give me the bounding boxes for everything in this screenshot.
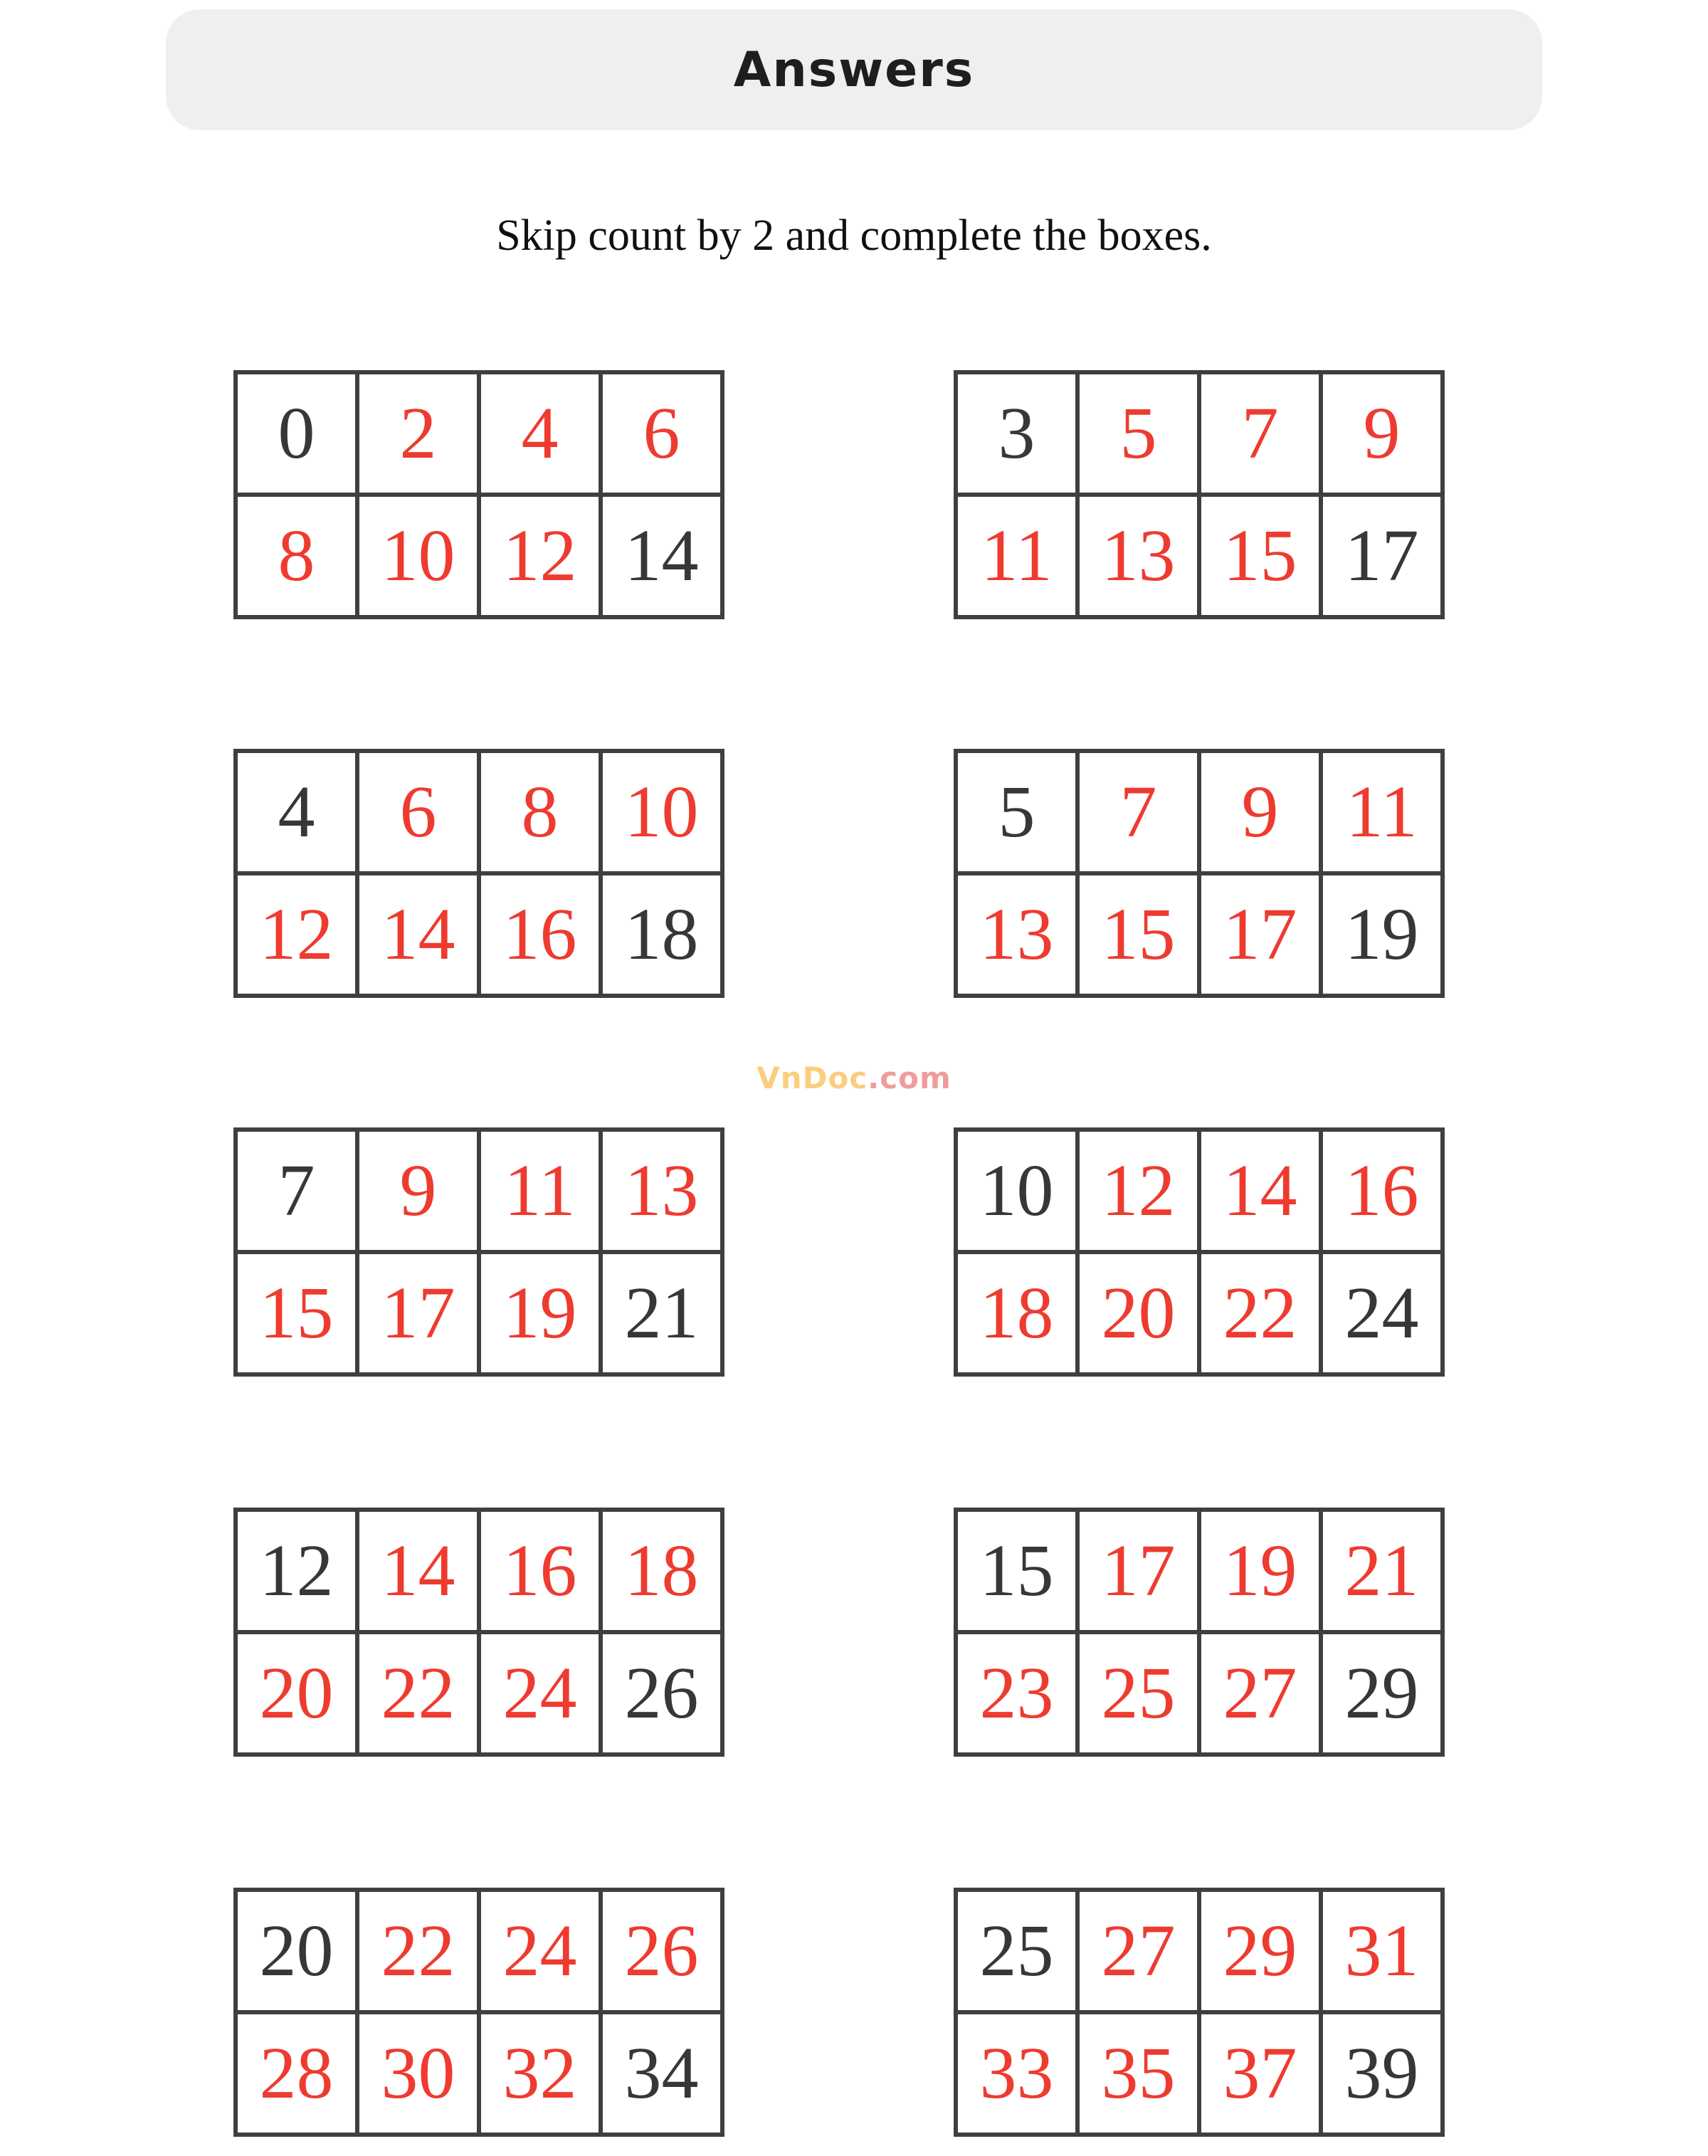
grid-row-top xyxy=(956,1510,1443,1632)
given-number-cell: 7 xyxy=(236,1130,357,1252)
answer-number-cell: 10 xyxy=(357,495,479,617)
given-number-cell: 0 xyxy=(236,372,357,495)
answer-number-cell: 13 xyxy=(956,873,1077,996)
given-number-cell: 3 xyxy=(956,372,1077,495)
answer-number-cell: 12 xyxy=(479,495,601,617)
answer-number-cell: 6 xyxy=(601,372,722,495)
answer-number-cell: 11 xyxy=(956,495,1077,617)
skip-count-grid xyxy=(233,1127,724,1377)
answer-number-cell: 32 xyxy=(479,2012,601,2135)
answer-number-cell: 14 xyxy=(357,1510,479,1632)
answer-number-cell: 13 xyxy=(601,1130,722,1252)
answer-number-cell: 25 xyxy=(1077,1632,1199,1755)
grid-row-bottom xyxy=(956,1252,1443,1374)
answer-number-cell: 9 xyxy=(1199,751,1321,873)
given-number-cell: 17 xyxy=(1321,495,1443,617)
grid-row-top xyxy=(956,1130,1443,1252)
answer-number-cell: 30 xyxy=(357,2012,479,2135)
given-number-cell: 15 xyxy=(956,1510,1077,1632)
page-title: Answers xyxy=(733,41,975,98)
answer-number-cell: 24 xyxy=(479,1890,601,2012)
given-number-cell: 21 xyxy=(601,1252,722,1374)
answer-number-cell: 16 xyxy=(479,873,601,996)
grid-row-top xyxy=(236,1510,722,1632)
given-number-cell: 10 xyxy=(956,1130,1077,1252)
answer-number-cell: 26 xyxy=(601,1890,722,2012)
skip-count-grid xyxy=(954,370,1445,619)
skip-count-grid xyxy=(954,1127,1445,1377)
grid-row-top xyxy=(956,372,1443,495)
grid-row-bottom xyxy=(236,1252,722,1374)
grid-row-bottom xyxy=(236,873,722,996)
answer-number-cell: 10 xyxy=(601,751,722,873)
given-number-cell: 24 xyxy=(1321,1252,1443,1374)
skip-count-grid xyxy=(233,1508,724,1757)
answer-number-cell: 15 xyxy=(1199,495,1321,617)
answer-number-cell: 6 xyxy=(357,751,479,873)
watermark xyxy=(0,1061,1708,1095)
grid-row-bottom xyxy=(236,2012,722,2135)
answer-number-cell: 28 xyxy=(236,2012,357,2135)
answer-number-cell: 37 xyxy=(1199,2012,1321,2135)
skip-count-grid xyxy=(954,749,1445,998)
grid-row-bottom xyxy=(236,495,722,617)
grid-row-top xyxy=(236,751,722,873)
answer-number-cell: 17 xyxy=(357,1252,479,1374)
answer-number-cell: 11 xyxy=(479,1130,601,1252)
answer-number-cell: 16 xyxy=(1321,1130,1443,1252)
grid-row-bottom xyxy=(956,873,1443,996)
answer-number-cell: 23 xyxy=(956,1632,1077,1755)
answer-number-cell: 29 xyxy=(1199,1890,1321,2012)
answer-number-cell: 20 xyxy=(236,1632,357,1755)
skip-count-grid xyxy=(233,1888,724,2137)
answer-number-cell: 16 xyxy=(479,1510,601,1632)
skip-count-grid xyxy=(233,370,724,619)
watermark-brand-text: VnDoc xyxy=(757,1061,868,1095)
answer-number-cell: 20 xyxy=(1077,1252,1199,1374)
answer-number-cell: 12 xyxy=(236,873,357,996)
answer-number-cell: 35 xyxy=(1077,2012,1199,2135)
given-number-cell: 29 xyxy=(1321,1632,1443,1755)
grid-row-bottom xyxy=(236,1632,722,1755)
answer-number-cell: 17 xyxy=(1077,1510,1199,1632)
answer-number-cell: 21 xyxy=(1321,1510,1443,1632)
skip-count-grid xyxy=(954,1888,1445,2137)
given-number-cell: 34 xyxy=(601,2012,722,2135)
answer-number-cell: 18 xyxy=(601,1510,722,1632)
answer-number-cell: 14 xyxy=(357,873,479,996)
answer-number-cell: 15 xyxy=(1077,873,1199,996)
answer-number-cell: 9 xyxy=(357,1130,479,1252)
grid-row-top xyxy=(236,1130,722,1252)
skip-count-grid xyxy=(233,749,724,998)
answer-number-cell: 27 xyxy=(1199,1632,1321,1755)
answer-number-cell: 19 xyxy=(479,1252,601,1374)
grid-row-top xyxy=(956,751,1443,873)
watermark-suffix-text: .com xyxy=(868,1061,951,1095)
grid-row-bottom xyxy=(956,2012,1443,2135)
answer-number-cell: 15 xyxy=(236,1252,357,1374)
instruction-text: Skip count by 2 and complete the boxes. xyxy=(496,211,1212,260)
answer-number-cell: 9 xyxy=(1321,372,1443,495)
answer-number-cell: 22 xyxy=(357,1632,479,1755)
given-number-cell: 39 xyxy=(1321,2012,1443,2135)
answer-number-cell: 7 xyxy=(1077,751,1199,873)
given-number-cell: 5 xyxy=(956,751,1077,873)
answer-number-cell: 17 xyxy=(1199,873,1321,996)
answer-number-cell: 7 xyxy=(1199,372,1321,495)
answer-number-cell: 13 xyxy=(1077,495,1199,617)
given-number-cell: 4 xyxy=(236,751,357,873)
answer-number-cell: 14 xyxy=(1199,1130,1321,1252)
given-number-cell: 20 xyxy=(236,1890,357,2012)
answer-number-cell: 27 xyxy=(1077,1890,1199,2012)
grid-row-top xyxy=(236,372,722,495)
given-number-cell: 14 xyxy=(601,495,722,617)
answer-number-cell: 8 xyxy=(236,495,357,617)
given-number-cell: 19 xyxy=(1321,873,1443,996)
answer-number-cell: 22 xyxy=(1199,1252,1321,1374)
answer-number-cell: 4 xyxy=(479,372,601,495)
given-number-cell: 18 xyxy=(601,873,722,996)
grid-row-top xyxy=(236,1890,722,2012)
answer-number-cell: 11 xyxy=(1321,751,1443,873)
answer-number-cell: 24 xyxy=(479,1632,601,1755)
answer-number-cell: 2 xyxy=(357,372,479,495)
answer-number-cell: 31 xyxy=(1321,1890,1443,2012)
answer-number-cell: 5 xyxy=(1077,372,1199,495)
answer-number-cell: 18 xyxy=(956,1252,1077,1374)
grid-row-bottom xyxy=(956,1632,1443,1755)
answer-number-cell: 19 xyxy=(1199,1510,1321,1632)
grid-row-bottom xyxy=(956,495,1443,617)
grid-row-top xyxy=(956,1890,1443,2012)
given-number-cell: 26 xyxy=(601,1632,722,1755)
given-number-cell: 12 xyxy=(236,1510,357,1632)
given-number-cell: 25 xyxy=(956,1890,1077,2012)
answer-number-cell: 33 xyxy=(956,2012,1077,2135)
answer-number-cell: 12 xyxy=(1077,1130,1199,1252)
skip-count-grid xyxy=(954,1508,1445,1757)
answer-number-cell: 22 xyxy=(357,1890,479,2012)
answer-number-cell: 8 xyxy=(479,751,601,873)
